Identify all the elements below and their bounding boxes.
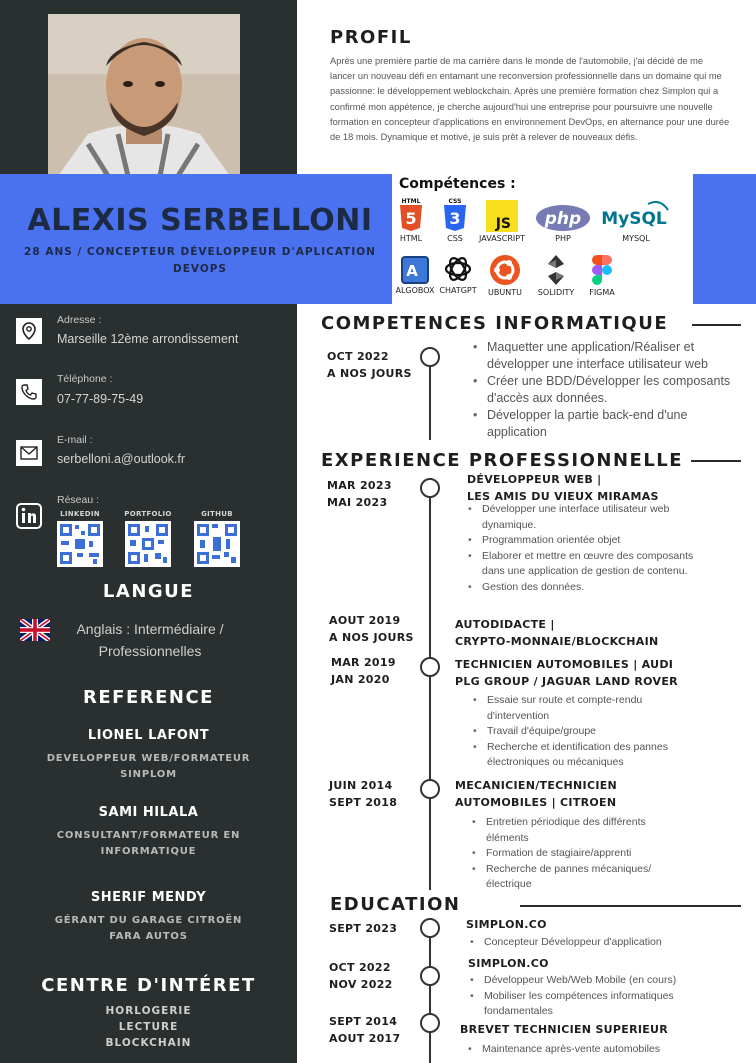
- qr-portfolio[interactable]: PORTFOLIO: [123, 510, 173, 572]
- svg-text:3: 3: [449, 209, 461, 228]
- job-title: TECHNICIEN AUTOMOBILES | AUDI PLG GROUP / JAGUAR LAND ROVER: [455, 658, 678, 688]
- css3-icon: [441, 196, 469, 232]
- svg-text:A: A: [406, 262, 418, 280]
- job-title: DÉVELOPPEUR WEB | LES AMIS DU VIEUX MIRAMAS: [467, 473, 659, 503]
- list-item: • Développer la partie back-end d'une application: [473, 407, 735, 441]
- list-item: • Entretien périodique des différents éléments: [472, 815, 682, 846]
- list-item: • Gestion des données.: [468, 580, 698, 596]
- profil-heading: PROFIL: [330, 27, 412, 48]
- langue-heading: LANGUE: [102, 581, 195, 602]
- list-item: • Développeur Web/Web Mobile (en cours): [470, 973, 732, 989]
- list-item: • Essaie sur route et compte-rendu d'intervention: [473, 693, 703, 724]
- qr-code-icon: [125, 521, 171, 567]
- address-value: Marseille 12ème arrondissement: [57, 332, 239, 346]
- competences-heading: COMPETENCES INFORMATIQUE: [321, 313, 669, 334]
- skill-solidity: SOLIDITY: [526, 254, 586, 297]
- email-icon: [16, 440, 42, 466]
- hobby-item: LECTURE: [118, 1021, 179, 1033]
- education-bullets: [470, 935, 720, 951]
- timeline-dot: [420, 347, 440, 367]
- education-school: SIMPLON.CO: [468, 957, 549, 970]
- banner-accent: [693, 174, 756, 304]
- svg-text:CSS: CSS: [448, 198, 462, 205]
- section-divider: [520, 905, 741, 907]
- job-date: AOUT 2019 A NOS JOURS: [329, 614, 414, 644]
- uk-flag-icon: [20, 619, 50, 641]
- reference-heading: REFERENCE: [83, 687, 214, 708]
- svg-text:JS: JS: [495, 216, 511, 232]
- education-heading: EDUCATION: [330, 894, 461, 915]
- hobby-item: HORLOGERIE: [105, 1005, 192, 1017]
- skill-mysql: MySQL MYSQL: [600, 198, 672, 243]
- education-bullets: [468, 1042, 718, 1058]
- interets-heading: CENTRE D'INTÉRET: [41, 975, 256, 996]
- section-divider: [692, 324, 741, 326]
- skill-figma: FIGMA: [572, 254, 632, 297]
- timeline-dot: [420, 966, 440, 986]
- experience-heading: EXPERIENCE PROFESSIONNELLE: [321, 450, 684, 471]
- list-item: • Programmation orientée objet: [468, 533, 698, 549]
- svg-text:HTML: HTML: [401, 198, 421, 205]
- job-title: AUTODIDACTE | CRYPTO-MONNAIE/BLOCKCHAIN: [455, 618, 659, 648]
- svg-text:5: 5: [405, 209, 417, 228]
- list-item: • Recherche et identification des pannes électroniques ou mécaniques: [473, 740, 703, 771]
- ubuntu-icon: [489, 254, 521, 286]
- job-date: MAR 2019 JAN 2020: [331, 656, 396, 686]
- timeline-dot: [420, 478, 440, 498]
- candidate-subtitle: 28 ANS / CONCEPTEUR DÉVELOPPEUR D'APLICATION DEVOPS: [24, 246, 376, 275]
- list-item: • Travail d'équipe/groupe: [473, 724, 703, 740]
- timeline-line: [429, 478, 431, 890]
- education-date: SEPT 2023: [329, 922, 398, 935]
- html5-icon: [397, 196, 425, 232]
- list-item: • Concepteur Développeur d'application: [470, 935, 720, 951]
- svg-text:MySQL: MySQL: [601, 209, 667, 229]
- javascript-icon: [486, 200, 518, 232]
- list-item: • Recherche de pannes mécaniques/ électrique: [472, 862, 682, 893]
- competences-date: OCT 2022 A NOS JOURS: [327, 350, 412, 380]
- location-icon: [16, 318, 42, 344]
- timeline-dot: [420, 918, 440, 938]
- education-date: OCT 2022 NOV 2022: [329, 961, 393, 991]
- email-label: E-mail :: [57, 434, 93, 446]
- timeline-line: [429, 366, 431, 440]
- job-bullets: [473, 693, 703, 771]
- competences-list: [473, 339, 735, 441]
- reference-name: SAMI HILALA: [98, 805, 199, 820]
- php-icon: [535, 204, 591, 232]
- candidate-name: ALEXIS SERBELLONI: [27, 203, 373, 238]
- list-item: • Mobiliser les compétences informatiques fondamentales: [470, 989, 732, 1020]
- address-label: Adresse :: [57, 314, 102, 326]
- qr-linkedin[interactable]: LINKEDIN: [55, 510, 105, 572]
- reference-role: CONSULTANT/FORMATEUR EN INFORMATIQUE: [56, 830, 241, 857]
- qr-code-icon: [57, 521, 103, 567]
- education-date: SEPT 2014 AOUT 2017: [329, 1015, 401, 1045]
- email-value[interactable]: serbelloni.a@outlook.fr: [57, 452, 186, 466]
- phone-value[interactable]: 07-77-89-75-49: [57, 392, 144, 406]
- reference-name: LIONEL LAFONT: [87, 728, 210, 743]
- timeline-line: [429, 920, 431, 1063]
- qr-github[interactable]: GITHUB: [192, 510, 242, 572]
- skill-chatgpt: CHATGPT: [428, 254, 488, 295]
- list-item: • Formation de stagiaire/apprenti: [472, 846, 682, 862]
- profile-photo: [48, 14, 240, 176]
- solidity-icon: [545, 254, 567, 286]
- education-school: SIMPLON.CO: [466, 918, 547, 931]
- phone-label: Téléphone :: [57, 373, 113, 385]
- job-date: MAR 2023 MAI 2023: [327, 479, 392, 509]
- figma-icon: [591, 254, 613, 286]
- skill-css: CSS 3 CSS: [425, 196, 485, 243]
- qr-code-icon: [194, 521, 240, 567]
- education-bullets: [470, 973, 732, 1020]
- skills-title: Compétences :: [399, 176, 516, 192]
- network-label: Réseau :: [57, 494, 100, 506]
- name-banner: [0, 174, 392, 304]
- skill-algobox: A ALGOBOX: [385, 256, 445, 295]
- timeline-dot: [420, 657, 440, 677]
- chatgpt-icon: [443, 254, 473, 284]
- mysql-icon: [600, 198, 672, 232]
- linkedin-icon: [16, 503, 42, 529]
- svg-text:php: php: [544, 209, 582, 229]
- skill-ubuntu: UBUNTU: [475, 254, 535, 297]
- skill-php: php PHP: [533, 204, 593, 243]
- timeline-dot: [420, 1013, 440, 1033]
- reference-name: SHERIF MENDY: [90, 890, 207, 905]
- section-divider: [691, 460, 741, 462]
- job-bullets: [468, 502, 698, 595]
- job-bullets: [472, 815, 682, 893]
- list-item: • Maintenance après-vente automobiles: [468, 1042, 718, 1058]
- reference-role: GÉRANT DU GARAGE CITROËN FARA AUTOS: [54, 915, 243, 942]
- algobox-icon: [401, 256, 429, 284]
- job-date: JUIN 2014 SEPT 2018: [329, 779, 398, 809]
- list-item: • Maquetter une application/Réaliser et développer une interface utilisateur web: [473, 339, 735, 373]
- reference-role: DEVELOPPEUR WEB/FORMATEUR SINPLOM: [46, 753, 251, 780]
- skill-javascript: JS JAVASCRIPT: [472, 200, 532, 243]
- timeline-dot: [420, 779, 440, 799]
- education-school: BREVET TECHNICIEN SUPERIEUR: [460, 1023, 669, 1036]
- phone-icon: [16, 379, 42, 405]
- skill-html: HTML 5 HTML: [381, 196, 441, 243]
- profil-text: Après une première partie de ma carrière dans le monde de l'automobile, j'ai décidé de me lancer un nouveau défi en entamant une reconversion professionnelle dans un domaine qui me passionne: le développement weblockchain. Après une première formation chez Simplon qui a confirmé mon appétence, je cherche aujourd'hui une entreprise pour poursuivre une nouvelle formation en concepteur d'applications en environnement DevOps, en alternance pour une durée de 18 mois. Dynamique et motivé, je suis prêt à relever de nouveaux défis.: [330, 56, 730, 143]
- list-item: • Créer une BDD/Développer les composants d'accès aux données.: [473, 373, 735, 407]
- list-item: • Développer une interface utilisateur web dynamique.: [468, 502, 698, 533]
- job-title: MECANICIEN/TECHNICIEN AUTOMOBILES | CITROEN: [455, 779, 618, 809]
- hobby-item: BLOCKCHAIN: [105, 1037, 192, 1049]
- langue-english: Anglais : Intermédiaire / Professionnelles: [76, 621, 224, 659]
- list-item: • Elaborer et mettre en œuvre des composants dans une application de gestion de contenu.: [468, 549, 698, 580]
